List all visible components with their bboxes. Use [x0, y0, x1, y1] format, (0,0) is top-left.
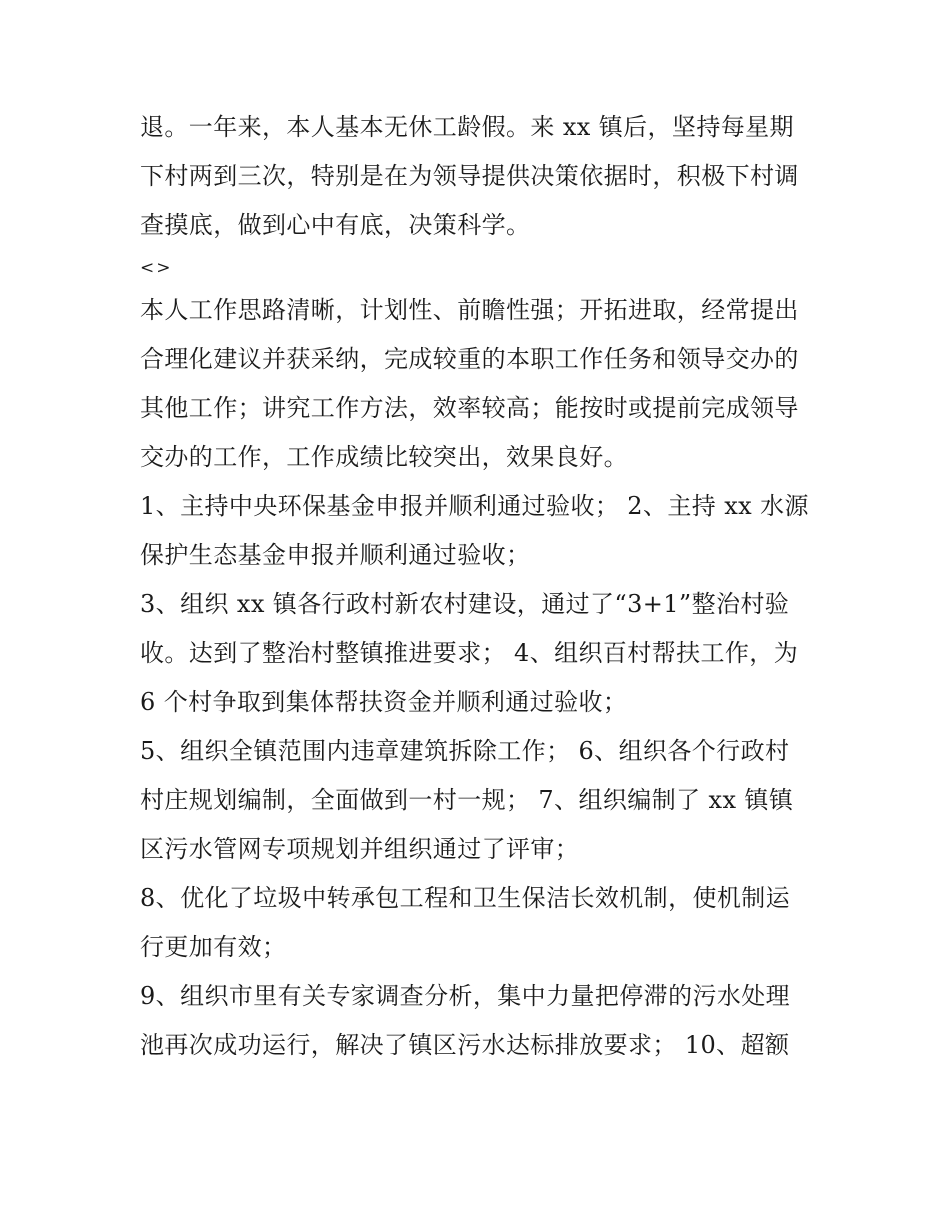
text-line: 池再次成功运行，解决了镇区污水达标排放要求； 10、超额	[140, 1031, 790, 1059]
text-line: 9、组织市里有关专家调查分析，集中力量把停滞的污水处理	[140, 982, 791, 1010]
placeholder-marker: <>	[140, 258, 173, 278]
text-line: 1、主持中央环保基金申报并顺利通过验收； 2、主持 xx 水源	[140, 492, 809, 520]
text-line: 3、组织 xx 镇各行政村新农村建设，通过了“3+1”整治村验	[140, 590, 790, 618]
text-line: 合理化建议并获采纳，完成较重的本职工作任务和领导交办的	[140, 345, 799, 373]
document-body	[140, 110, 820, 1077]
text-line: 下村两到三次，特别是在为领导提供决策依据时，积极下村调	[140, 162, 799, 190]
text-line: 保护生态基金申报并顺利通过验收；	[140, 541, 531, 569]
text-line: 5、组织全镇范围内违章建筑拆除工作； 6、组织各个行政村	[140, 737, 790, 765]
text-line: 本人工作思路清晰，计划性、前瞻性强；开拓进取，经常提出	[140, 296, 799, 324]
text-line: 退。一年来，本人基本无休工龄假。来 xx 镇后，坚持每星期	[140, 113, 794, 141]
text-line: 交办的工作，工作成绩比较突出，效果良好。	[140, 443, 628, 471]
text-line: 区污水管网专项规划并组织通过了评审；	[140, 835, 580, 863]
text-line: 村庄规划编制，全面做到一村一规； 7、组织编制了 xx 镇镇	[140, 786, 794, 814]
text-line: 查摸底，做到心中有底，决策科学。	[140, 211, 531, 239]
text-line: 行更加有效；	[140, 933, 287, 961]
text-line: 8、优化了垃圾中转承包工程和卫生保洁长效机制，使机制运	[140, 884, 791, 912]
text-line: 收。达到了整治村整镇推进要求； 4、组织百村帮扶工作，为	[140, 639, 799, 667]
text-line: 其他工作；讲究工作方法，效率较高；能按时或提前完成领导	[140, 394, 799, 422]
text-line: 6 个村争取到集体帮扶资金并顺利通过验收；	[140, 688, 628, 716]
